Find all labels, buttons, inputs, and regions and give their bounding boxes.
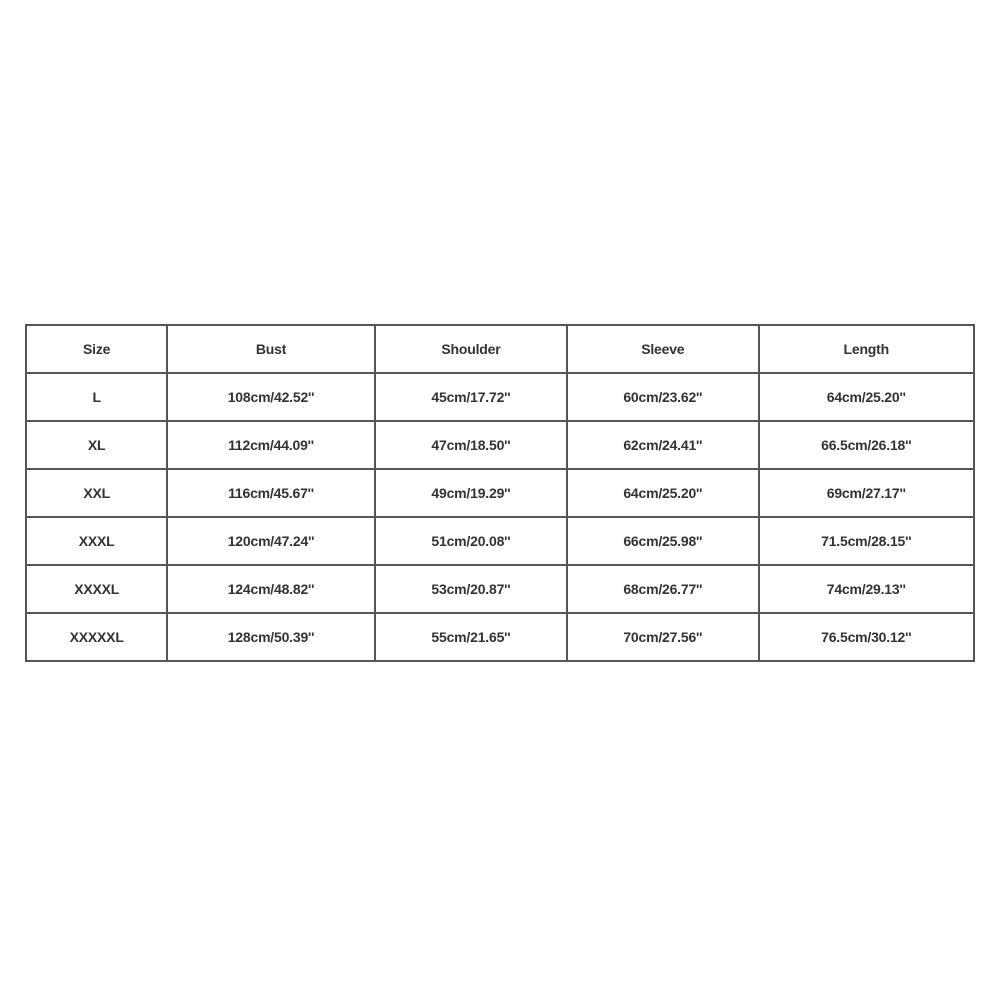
cell-length: 71.5cm/28.15''	[759, 517, 974, 565]
table-row	[26, 517, 974, 565]
cell-shoulder: 51cm/20.08''	[375, 517, 567, 565]
cell-bust: 108cm/42.52''	[167, 373, 374, 421]
cell-size: L	[26, 373, 167, 421]
cell-sleeve: 64cm/25.20''	[567, 469, 758, 517]
cell-shoulder: 53cm/20.87''	[375, 565, 567, 613]
header-shoulder: Shoulder	[375, 325, 567, 373]
cell-bust: 128cm/50.39''	[167, 613, 374, 661]
table-row	[26, 565, 974, 613]
cell-size: XXXXL	[26, 565, 167, 613]
table-row	[26, 373, 974, 421]
cell-sleeve: 70cm/27.56''	[567, 613, 758, 661]
cell-bust: 124cm/48.82''	[167, 565, 374, 613]
cell-shoulder: 49cm/19.29''	[375, 469, 567, 517]
cell-bust: 120cm/47.24''	[167, 517, 374, 565]
table-row	[26, 613, 974, 661]
table-row	[26, 469, 974, 517]
header-sleeve: Sleeve	[567, 325, 758, 373]
cell-shoulder: 45cm/17.72''	[375, 373, 567, 421]
cell-size: XXXXXL	[26, 613, 167, 661]
cell-size: XL	[26, 421, 167, 469]
header-size: Size	[26, 325, 167, 373]
cell-length: 76.5cm/30.12''	[759, 613, 974, 661]
cell-size: XXXL	[26, 517, 167, 565]
cell-sleeve: 62cm/24.41''	[567, 421, 758, 469]
header-bust: Bust	[167, 325, 374, 373]
cell-size: XXL	[26, 469, 167, 517]
cell-sleeve: 60cm/23.62''	[567, 373, 758, 421]
cell-shoulder: 55cm/21.65''	[375, 613, 567, 661]
cell-sleeve: 66cm/25.98''	[567, 517, 758, 565]
cell-bust: 116cm/45.67''	[167, 469, 374, 517]
cell-bust: 112cm/44.09''	[167, 421, 374, 469]
size-chart-table	[25, 324, 975, 662]
table-row	[26, 421, 974, 469]
cell-length: 69cm/27.17''	[759, 469, 974, 517]
cell-length: 74cm/29.13''	[759, 565, 974, 613]
header-length: Length	[759, 325, 974, 373]
cell-shoulder: 47cm/18.50''	[375, 421, 567, 469]
cell-sleeve: 68cm/26.77''	[567, 565, 758, 613]
cell-length: 66.5cm/26.18''	[759, 421, 974, 469]
cell-length: 64cm/25.20''	[759, 373, 974, 421]
table-header-row	[26, 325, 974, 373]
